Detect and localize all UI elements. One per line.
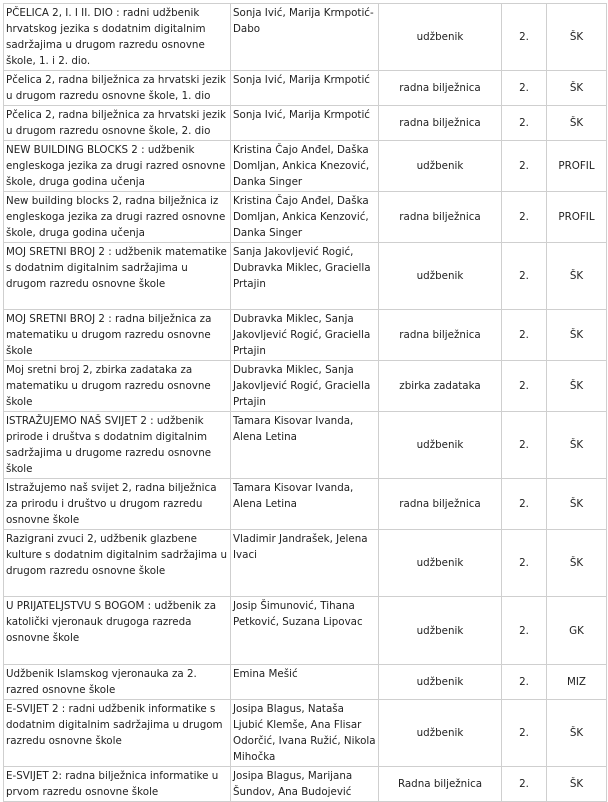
book-type: Radna bilježnica [379, 767, 502, 802]
book-grade: 2. [502, 361, 547, 412]
book-publisher: GK [547, 597, 607, 665]
book-title: U PRIJATELJSTVU S BOGOM : udžbenik za katolički vjeronauk drugoga razreda osnovne škole [4, 597, 231, 665]
book-publisher: ŠK [547, 106, 607, 141]
book-authors: Dubravka Miklec, Sanja Jakovljević Rogić, Graciella Prtajin [231, 361, 379, 412]
book-type: udžbenik [379, 665, 502, 700]
book-grade: 2. [502, 479, 547, 530]
book-publisher: PROFIL [547, 141, 607, 192]
book-type: udžbenik [379, 412, 502, 479]
table-row [4, 767, 607, 802]
table-row [4, 597, 607, 665]
book-grade: 2. [502, 310, 547, 361]
book-title: E-SVIJET 2: radna bilježnica informatike u prvom razredu osnovne škole [4, 767, 231, 802]
book-publisher: ŠK [547, 361, 607, 412]
book-title: Pčelica 2, radna bilježnica za hrvatski jezik u drugom razredu osnovne škole, 1. dio [4, 71, 231, 106]
table-row [4, 700, 607, 767]
book-grade: 2. [502, 665, 547, 700]
book-type: radna bilježnica [379, 192, 502, 243]
book-title: PČELICA 2, I. I II. DIO : radni udžbenik hrvatskog jezika s dodatnim digitalnim sadržajima u drugom razredu osnovne škole, 1. i 2. dio. [4, 4, 231, 71]
table-row [4, 479, 607, 530]
table-row [4, 310, 607, 361]
book-grade: 2. [502, 412, 547, 479]
book-title: Pčelica 2, radna bilježnica za hrvatski jezik u drugom razredu osnovne škole, 2. dio [4, 106, 231, 141]
book-publisher: PROFIL [547, 192, 607, 243]
book-authors: Kristina Čajo Anđel, Daška Domljan, Ankica Knezović, Danka Singer [231, 141, 379, 192]
book-title: ISTRAŽUJEMO NAŠ SVIJET 2 : udžbenik prirode i društva s dodatnim digitalnim sadržajima u drugome razredu osnovne škole [4, 412, 231, 479]
book-authors: Josipa Blagus, Nataša Ljubić Klemše, Ana Flisar Odorčić, Ivana Ružić, Nikola Mihočka [231, 700, 379, 767]
textbook-table [3, 3, 607, 802]
book-authors: Sanja Jakovljević Rogić, Dubravka Miklec, Graciella Prtajin [231, 243, 379, 310]
book-authors: Sonja Ivić, Marija Krmpotić [231, 106, 379, 141]
book-type: udžbenik [379, 243, 502, 310]
book-grade: 2. [502, 4, 547, 71]
book-authors: Josipa Blagus, Marijana Šundov, Ana Budojević [231, 767, 379, 802]
table-row [4, 412, 607, 479]
table-row [4, 71, 607, 106]
book-publisher: ŠK [547, 479, 607, 530]
table-row [4, 106, 607, 141]
book-grade: 2. [502, 71, 547, 106]
book-grade: 2. [502, 141, 547, 192]
table-row [4, 361, 607, 412]
book-publisher: ŠK [547, 310, 607, 361]
book-publisher: ŠK [547, 767, 607, 802]
book-type: udžbenik [379, 4, 502, 71]
book-authors: Sonja Ivić, Marija Krmpotić [231, 71, 379, 106]
book-publisher: ŠK [547, 700, 607, 767]
book-type: radna bilježnica [379, 106, 502, 141]
book-publisher: MIZ [547, 665, 607, 700]
book-grade: 2. [502, 597, 547, 665]
book-type: radna bilježnica [379, 310, 502, 361]
book-type: udžbenik [379, 141, 502, 192]
book-type: zbirka zadataka [379, 361, 502, 412]
book-title: Istražujemo naš svijet 2, radna bilježnica za prirodu i društvo u drugom razredu osnovne škole [4, 479, 231, 530]
book-authors: Tamara Kisovar Ivanda, Alena Letina [231, 412, 379, 479]
book-grade: 2. [502, 767, 547, 802]
book-publisher: ŠK [547, 243, 607, 310]
book-type: radna bilježnica [379, 71, 502, 106]
table-row [4, 243, 607, 310]
book-type: udžbenik [379, 597, 502, 665]
book-grade: 2. [502, 530, 547, 597]
book-authors: Dubravka Miklec, Sanja Jakovljević Rogić, Graciella Prtajin [231, 310, 379, 361]
book-grade: 2. [502, 700, 547, 767]
book-publisher: ŠK [547, 530, 607, 597]
book-authors: Sonja Ivić, Marija Krmpotić-Dabo [231, 4, 379, 71]
textbook-table-body [4, 4, 607, 802]
book-type: udžbenik [379, 530, 502, 597]
table-row [4, 192, 607, 243]
book-title: Udžbenik Islamskog vjeronauka za 2. razred osnovne škole [4, 665, 231, 700]
book-publisher: ŠK [547, 412, 607, 479]
book-title: Razigrani zvuci 2, udžbenik glazbene kulture s dodatnim digitalnim sadržajima u drugom razredu osnovne škole [4, 530, 231, 597]
book-title: NEW BUILDING BLOCKS 2 : udžbenik engleskoga jezika za drugi razred osnovne škole, druga godina učenja [4, 141, 231, 192]
book-title: E-SVIJET 2 : radni udžbenik informatike s dodatnim digitalnim sadržajima u drugom razredu osnovne škole [4, 700, 231, 767]
book-authors: Kristina Čajo Anđel, Daška Domljan, Ankica Kenzović, Danka Singer [231, 192, 379, 243]
book-title: New building blocks 2, radna bilježnica iz engleskoga jezika za drugi razred osnovne škole, druga godina učenja [4, 192, 231, 243]
table-row [4, 141, 607, 192]
book-grade: 2. [502, 106, 547, 141]
book-authors: Josip Šimunović, Tihana Petković, Suzana Lipovac [231, 597, 379, 665]
book-type: radna bilježnica [379, 479, 502, 530]
table-row [4, 4, 607, 71]
book-title: MOJ SRETNI BROJ 2 : radna bilježnica za matematiku u drugom razredu osnovne škole [4, 310, 231, 361]
book-authors: Vladimir Jandrašek, Jelena Ivaci [231, 530, 379, 597]
table-row [4, 665, 607, 700]
book-title: Moj sretni broj 2, zbirka zadataka za matematiku u drugom razredu osnovne škole [4, 361, 231, 412]
book-publisher: ŠK [547, 71, 607, 106]
book-grade: 2. [502, 192, 547, 243]
book-grade: 2. [502, 243, 547, 310]
book-title: MOJ SRETNI BROJ 2 : udžbenik matematike s dodatnim digitalnim sadržajima u drugom razredu osnovne škole [4, 243, 231, 310]
book-authors: Emina Mešić [231, 665, 379, 700]
table-row [4, 530, 607, 597]
book-authors: Tamara Kisovar Ivanda, Alena Letina [231, 479, 379, 530]
book-type: udžbenik [379, 700, 502, 767]
book-publisher: ŠK [547, 4, 607, 71]
